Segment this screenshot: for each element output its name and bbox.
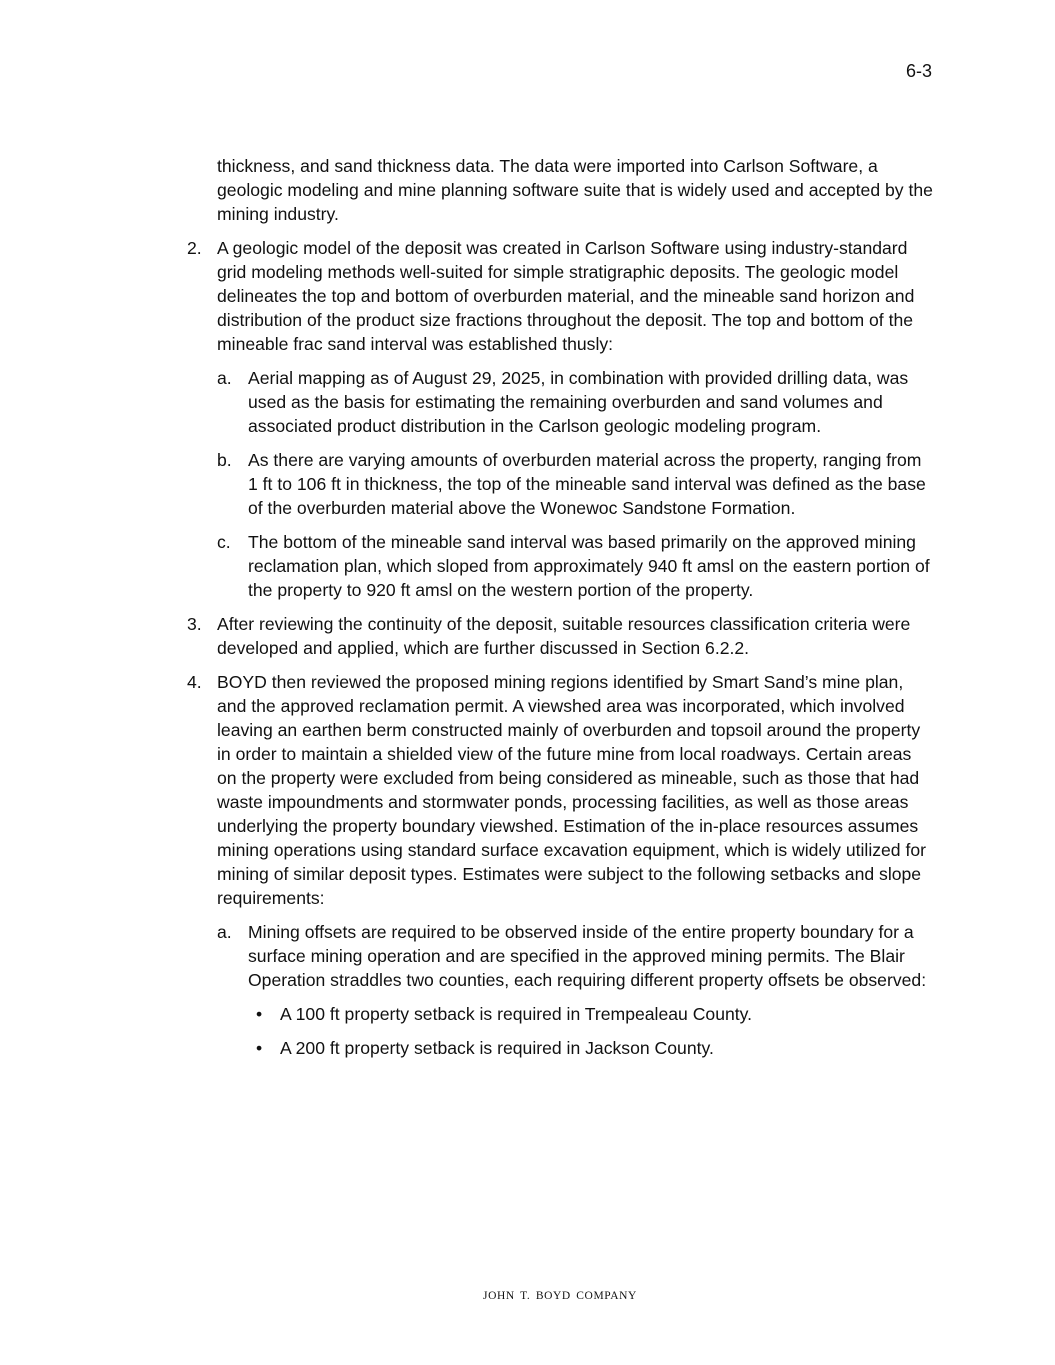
sub-marker: b.	[217, 450, 232, 470]
sub-marker: c.	[217, 532, 231, 552]
list-item-2	[187, 236, 935, 602]
bullet-text: A 200 ft property setback is required in Jackson County.	[280, 1038, 714, 1058]
sub-item-text: The bottom of the mineable sand interval was based primarily on the approved mining reclamation plan, which sloped from approximately 940 ft amsl on the eastern portion of the property to 920 ft amsl on the western portion of the property.	[248, 532, 930, 600]
document-body	[187, 154, 935, 1070]
sub-item-a	[217, 920, 935, 1060]
sub-item-b	[217, 448, 935, 520]
sub-item-text: Mining offsets are required to be observed inside of the entire property boundary for a surface mining operation and are specified in the approved mining permits. The Blair Operation straddles two counties, each requiring different property offsets be observed:	[248, 922, 927, 990]
list-marker: 2.	[187, 238, 202, 258]
sub-item-c	[217, 530, 935, 602]
continued-paragraph: thickness, and sand thickness data. The data were imported into Carlson Software, a geologic modeling and mine planning software suite that is widely used and accepted by the mining industry.	[217, 156, 933, 224]
bullet-item	[248, 1002, 935, 1026]
list-marker: 4.	[187, 672, 202, 692]
bullet-item	[248, 1036, 935, 1060]
list-item-4	[187, 670, 935, 1060]
page-number: 6-3	[905, 61, 932, 81]
sub-item-text: Aerial mapping as of August 29, 2025, in combination with provided drilling data, was used as the basis for estimating the remaining overburden and sand volumes and associated product distribution in the Carlson geologic modeling program.	[248, 368, 909, 436]
sub-item-text: As there are varying amounts of overburden material across the property, ranging from 1 ft to 106 ft in thickness, the top of the mineable sand interval was defined as the base of the overburden material above the Wonewoc Sandstone Formation.	[248, 450, 926, 518]
list-item-text: BOYD then reviewed the proposed mining regions identified by Smart Sand’s mine plan, and the approved reclamation permit. A viewshed area was incorporated, which involved leaving an earthen berm constructed mainly of overburden and topsoil around the property in order to maintain a shielded view of the future mine from local roadways. Certain areas on the property were excluded from being considered as mineable, such as those that had waste impoundments and stormwater ponds, processing facilities, as well as those areas underlying the property boundary viewshed. Estimation of the in-place resources assumes mining operations using standard surface excavation equipment, which is widely utilized for mining of similar deposit types. Estimates were subject to the following setbacks and slope requirements:	[217, 672, 927, 908]
list-item-3	[187, 612, 935, 660]
list-marker: 3.	[187, 614, 202, 634]
bullet-text: A 100 ft property setback is required in Trempealeau County.	[280, 1004, 753, 1024]
sub-marker: a.	[217, 922, 232, 942]
sub-marker: a.	[217, 368, 232, 388]
bullet-icon: •	[256, 1004, 263, 1024]
page-footer: JOHN T. BOYD COMPANY	[483, 1290, 637, 1302]
sub-item-a	[217, 366, 935, 438]
list-item-text: A geologic model of the deposit was created in Carlson Software using industry-standard grid modeling methods well-suited for simple stratigraphic deposits. The geologic model delineates the top and bottom of overburden material, and the mineable sand horizon and distribution of the product size fractions throughout the deposit. The top and bottom of the mineable frac sand interval was established thusly:	[217, 238, 915, 354]
bullet-icon: •	[256, 1038, 263, 1058]
list-item-text: After reviewing the continuity of the deposit, suitable resources classification criteria were developed and applied, which are further discussed in Section 6.2.2.	[217, 614, 911, 658]
